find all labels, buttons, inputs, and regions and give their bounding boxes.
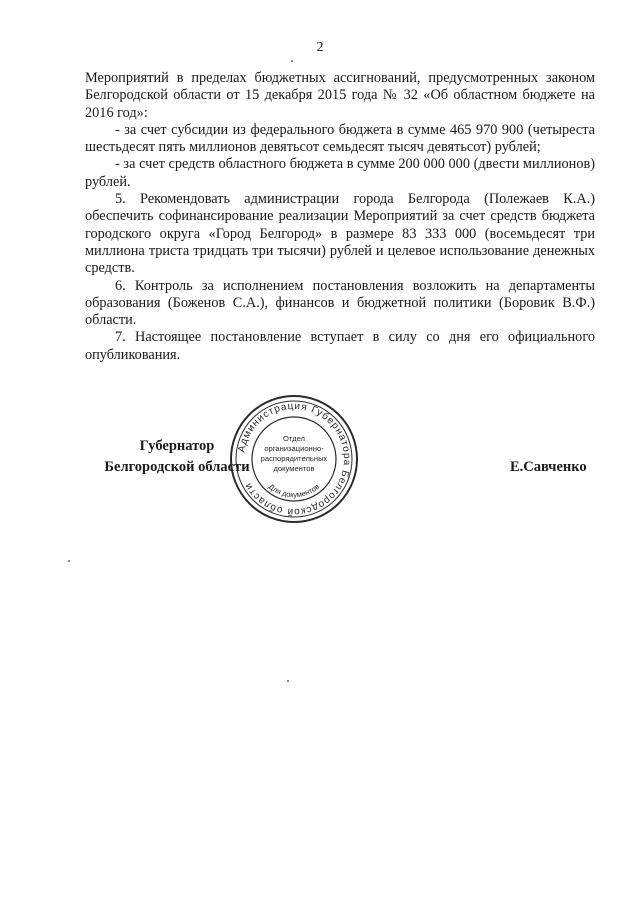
paragraph-item-6: 6. Контроль за исполнением постановления возложить на департаменты образования (Боженов С.А.), финансов и бюджетной политики (Боровик В.Ф.) области.	[85, 277, 595, 329]
official-seal-stamp	[228, 393, 360, 525]
seal-center-line-3: распорядительных	[260, 454, 328, 463]
seal-graphic	[228, 393, 360, 525]
paragraph-item-5: 5. Рекомендовать администрации города Белгорода (Полежаев К.А.) обеспечить софинансирование реализации Мероприятий за счет средств бюджета городского округа «Город Белгород» в размере 83 333 000 (восемьдесят три миллиона триста тридцать три тысячи) рублей и целевое использование денежных средств.	[85, 191, 595, 277]
seal-bottom-text: Для документов	[266, 482, 322, 500]
signatory-title-line-2: Белгородской области	[104, 459, 250, 475]
paragraph-continuation: Мероприятий в пределах бюджетных ассигнований, предусмотренных законом Белгородской области от 15 декабря 2015 года № 32 «Об областном бюджете на 2016 год»:	[85, 70, 595, 121]
scan-speck	[68, 560, 70, 562]
scan-speck	[287, 680, 289, 682]
scan-speck	[291, 60, 293, 62]
seal-ring-text: Администрация Губернатора Белгородской области	[236, 400, 353, 518]
signatory-title-line-1: Губернатор	[139, 438, 215, 454]
seal-center-line-2: организационно-	[264, 444, 324, 453]
paragraph-federal-subsidy: - за счет субсидии из федерального бюджета в сумме 465 970 900 (четыреста шестьдесят пять миллионов девятьсот семьдесят тысяч девятьсот) рублей;	[85, 121, 595, 156]
page-number: 2	[316, 40, 324, 55]
paragraph-item-7: 7. Настоящее постановление вступает в силу со дня его официального опубликования.	[85, 329, 595, 363]
seal-center-line-4: документов	[273, 464, 315, 473]
document-body	[85, 70, 595, 364]
seal-center-line-1: Отдел	[283, 434, 305, 443]
paragraph-regional-budget: - за счет средств областного бюджета в сумме 200 000 000 (двести миллионов) рублей.	[85, 156, 595, 190]
signatory-name: Е.Савченко	[510, 459, 587, 475]
